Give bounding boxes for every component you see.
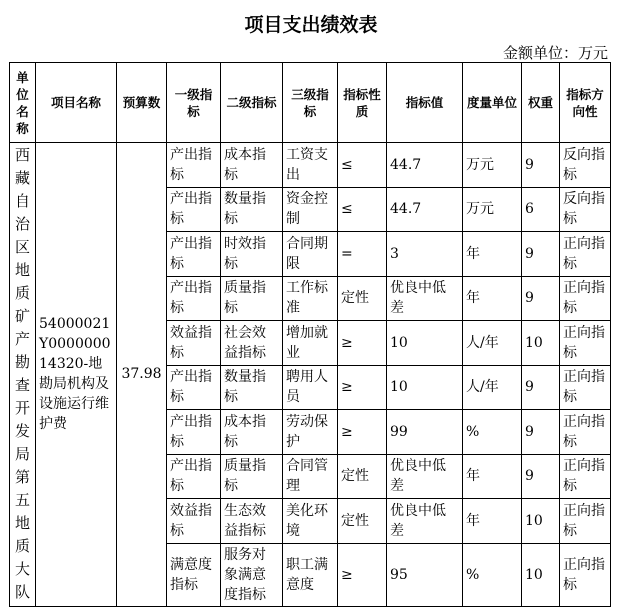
level1-cell: 产出指标 <box>167 232 221 277</box>
measure-unit-cell: 年 <box>463 232 522 277</box>
header-level3: 三级指标 <box>283 63 338 143</box>
direction-cell: 反向指标 <box>560 143 611 188</box>
measure-unit-cell: 年 <box>463 499 522 544</box>
value-cell: 3 <box>387 232 463 277</box>
value-cell: 优良中低差 <box>387 454 463 499</box>
level1-cell: 满意度指标 <box>167 543 221 606</box>
weight-cell: 9 <box>522 410 560 455</box>
level2-cell: 时效指标 <box>221 232 283 277</box>
header-value: 指标值 <box>387 63 463 143</box>
measure-unit-cell: 人/年 <box>463 321 522 366</box>
value-cell: 44.7 <box>387 143 463 188</box>
direction-cell: 正向指标 <box>560 321 611 366</box>
nature-cell: ≥ <box>338 365 387 410</box>
level3-cell: 工作标准 <box>283 276 338 321</box>
measure-unit-cell: % <box>463 543 522 606</box>
level2-cell: 成本指标 <box>221 410 283 455</box>
level3-cell: 工资支出 <box>283 143 338 188</box>
level2-cell: 社会效益指标 <box>221 321 283 366</box>
level1-cell: 产出指标 <box>167 454 221 499</box>
page-title: 项目支出绩效表 <box>244 14 378 36</box>
value-cell: 95 <box>387 543 463 606</box>
weight-cell: 10 <box>522 499 560 544</box>
value-cell: 44.7 <box>387 187 463 232</box>
weight-cell: 6 <box>522 187 560 232</box>
level2-cell: 服务对象满意度指标 <box>221 543 283 606</box>
header-project-name: 项目名称 <box>36 63 117 143</box>
header-nature: 指标性质 <box>338 63 387 143</box>
direction-cell: 正向指标 <box>560 543 611 606</box>
amount-unit-label: 金额单位：万元 <box>502 44 608 62</box>
direction-cell: 正向指标 <box>560 499 611 544</box>
measure-unit-cell: 年 <box>463 276 522 321</box>
direction-cell: 正向指标 <box>560 410 611 455</box>
direction-cell: 正向指标 <box>560 276 611 321</box>
level3-cell: 资金控制 <box>283 187 338 232</box>
level1-cell: 产出指标 <box>167 187 221 232</box>
weight-cell: 10 <box>522 543 560 606</box>
header-weight: 权重 <box>522 63 560 143</box>
level1-cell: 效益指标 <box>167 499 221 544</box>
nature-cell: = <box>338 232 387 277</box>
project-name-cell: 54000021Y000000014320-地勘局机构及设施运行维护费 <box>36 143 117 607</box>
nature-cell: 定性 <box>338 454 387 499</box>
direction-cell: 正向指标 <box>560 454 611 499</box>
weight-cell: 9 <box>522 365 560 410</box>
value-cell: 10 <box>387 321 463 366</box>
nature-cell: ≤ <box>338 143 387 188</box>
header-row <box>10 63 611 143</box>
nature-cell: 定性 <box>338 276 387 321</box>
level1-cell: 产出指标 <box>167 276 221 321</box>
value-cell: 优良中低差 <box>387 499 463 544</box>
level1-cell: 产出指标 <box>167 410 221 455</box>
level2-cell: 质量指标 <box>221 276 283 321</box>
measure-unit-cell: 万元 <box>463 187 522 232</box>
header-direction: 指标方向性 <box>560 63 611 143</box>
header-unit-name: 单位名称 <box>10 63 36 143</box>
level2-cell: 质量指标 <box>221 454 283 499</box>
level3-cell: 美化环境 <box>283 499 338 544</box>
value-cell: 10 <box>387 365 463 410</box>
value-cell: 99 <box>387 410 463 455</box>
weight-cell: 9 <box>522 143 560 188</box>
weight-cell: 9 <box>522 232 560 277</box>
performance-table <box>9 62 611 607</box>
level2-cell: 数量指标 <box>221 365 283 410</box>
direction-cell: 正向指标 <box>560 365 611 410</box>
level1-cell: 产出指标 <box>167 365 221 410</box>
level2-cell: 生态效益指标 <box>221 499 283 544</box>
nature-cell: ≥ <box>338 543 387 606</box>
level1-cell: 产出指标 <box>167 143 221 188</box>
header-budget: 预算数 <box>117 63 167 143</box>
level3-cell: 劳动保护 <box>283 410 338 455</box>
level2-cell: 成本指标 <box>221 143 283 188</box>
direction-cell: 反向指标 <box>560 187 611 232</box>
weight-cell: 9 <box>522 454 560 499</box>
unit-name-cell: 西藏自治区地质矿产勘查开发局第五地质大队 <box>10 143 36 607</box>
measure-unit-cell: 人/年 <box>463 365 522 410</box>
measure-unit-cell: 年 <box>463 454 522 499</box>
level1-cell: 效益指标 <box>167 321 221 366</box>
level3-cell: 聘用人员 <box>283 365 338 410</box>
measure-unit-cell: 万元 <box>463 143 522 188</box>
header-level1: 一级指标 <box>167 63 221 143</box>
nature-cell: ≥ <box>338 321 387 366</box>
weight-cell: 10 <box>522 321 560 366</box>
table-row <box>10 143 611 188</box>
budget-cell: 37.98 <box>117 143 167 607</box>
value-cell: 优良中低差 <box>387 276 463 321</box>
level3-cell: 职工满意度 <box>283 543 338 606</box>
weight-cell: 9 <box>522 276 560 321</box>
nature-cell: ≥ <box>338 410 387 455</box>
header-measure-unit: 度量单位 <box>463 63 522 143</box>
level3-cell: 增加就业 <box>283 321 338 366</box>
nature-cell: 定性 <box>338 499 387 544</box>
level2-cell: 数量指标 <box>221 187 283 232</box>
header-level2: 二级指标 <box>221 63 283 143</box>
nature-cell: ≤ <box>338 187 387 232</box>
measure-unit-cell: % <box>463 410 522 455</box>
level3-cell: 合同管理 <box>283 454 338 499</box>
direction-cell: 正向指标 <box>560 232 611 277</box>
level3-cell: 合同期限 <box>283 232 338 277</box>
